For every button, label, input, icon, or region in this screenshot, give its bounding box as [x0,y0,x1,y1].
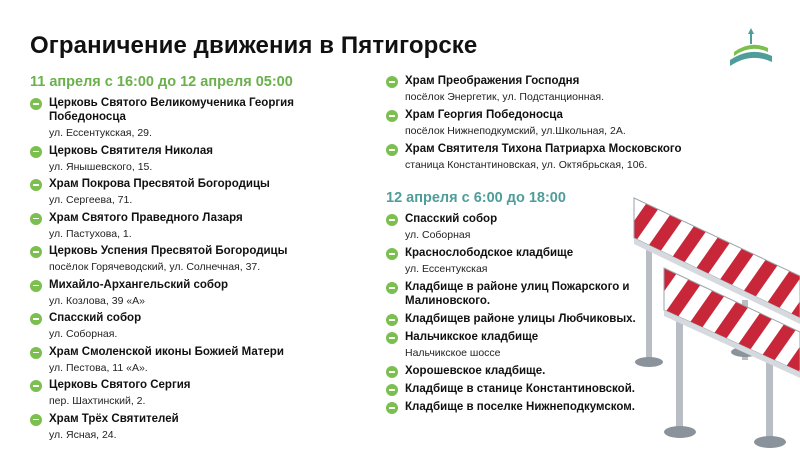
location-address: ул. Янышевского, 15. [49,160,153,173]
location-name: Храм Преображения Господня [405,75,580,87]
section-heading-12-april: 12 апреля с 6:00 до 18:00 [386,190,566,206]
minus-circle-icon [30,246,42,258]
minus-circle-icon [386,144,398,156]
minus-circle-icon [386,366,398,378]
location-name: Церковь Святого Великомученика Георгия Победоносца [49,97,294,123]
section-heading-11-april: 11 апреля с 16:00 до 12 апреля 05:00 [30,74,293,90]
minus-circle-icon [386,402,398,414]
list-item [30,278,370,308]
list-item [386,142,686,172]
pyatigorsk-mountain-logo-icon [726,22,776,72]
location-name: Храм Георгия Победоносца [405,109,563,121]
list-item [30,244,370,274]
location-address: ул. Пестова, 11 «А». [49,361,148,374]
minus-circle-icon [30,380,42,392]
minus-circle-icon [386,76,398,88]
list-item [386,74,686,104]
list-item [386,108,686,138]
location-address: пер. Шахтинский, 2. [49,395,146,407]
location-address: ул. Ясная, 24. [49,428,117,441]
minus-circle-icon [30,98,42,110]
location-name: Хорошевское кладбище. [405,365,546,377]
minus-circle-icon [386,110,398,122]
list-item [30,345,370,375]
minus-circle-icon [386,214,398,226]
minus-circle-icon [386,384,398,396]
location-name: Нальчикское кладбище [405,331,539,343]
location-name: Храм Святителя Тихона Патриарха Московского [405,143,682,155]
location-address: ул. Козлова, 39 «А» [49,294,146,307]
location-address: посёлок Энергетик, ул. Подстанционная. [405,91,605,103]
right-top-location-list [386,74,686,172]
minus-circle-icon [30,213,42,225]
location-address: ул. Пастухова, 1. [49,227,132,240]
location-address: посёлок Горячеводский, ул. Солнечная, 37. [49,261,261,273]
list-item [30,144,370,174]
page-title: Ограничение движения в Пятигорске [30,32,478,59]
minus-circle-icon [30,146,42,158]
location-name: Кладбище в поселке Нижнеподкумском. [405,401,635,413]
location-name: Храм Покрова Пресвятой Богородицы [49,178,270,190]
left-column [30,74,370,445]
minus-circle-icon [30,313,42,325]
minus-circle-icon [30,414,42,426]
location-name: Спасский собор [49,312,142,324]
location-name: Храм Святого Праведного Лазаря [49,211,243,224]
minus-circle-icon [386,314,398,326]
list-item [30,311,370,341]
location-name: Михайло-Архангельский собор [49,278,229,291]
location-name: Кладбище в станице Константиновской. [405,383,635,395]
location-name: Краснослободское кладбище [405,247,574,259]
list-item [30,96,370,140]
location-name: Спасский собор [405,213,498,225]
location-address: ул. Сергеева, 71. [49,194,133,206]
location-name: Церковь Святителя Николая [49,144,213,157]
location-name: Церковь Святого Сергия [49,379,191,391]
list-item [30,412,370,442]
list-item [30,177,370,207]
location-address: посёлок Нижнеподкумский, ул.Школьная, 2А. [405,125,626,137]
location-name: Храм Смоленской иконы Божией Матери [49,345,284,358]
location-address: ул. Соборная [405,229,471,241]
location-address: ул. Ессентукская [405,263,488,275]
location-address: ул. Соборная. [49,328,118,340]
minus-circle-icon [30,347,42,359]
location-name: Кладбищев районе улицы Любчиковых. [405,313,636,325]
location-address: Нальчикское шоссе [405,347,501,359]
minus-circle-icon [386,248,398,260]
location-address: станица Константиновская, ул. Октябрьская, 106. [405,159,648,171]
location-name: Храм Трёх Святителей [49,412,179,425]
location-name: Церковь Успения Пресвятой Богородицы [49,245,288,257]
minus-circle-icon [386,282,398,294]
road-barrier-illustration [624,190,800,452]
list-item [30,378,370,408]
location-name: Кладбище в районе улиц Пожарского и Малиновского. [405,281,630,307]
location-address: ул. Ессентукская, 29. [49,127,152,139]
minus-circle-icon [386,332,398,344]
left-location-list [30,96,370,442]
minus-circle-icon [30,280,42,292]
list-item [30,211,370,241]
minus-circle-icon [30,179,42,191]
